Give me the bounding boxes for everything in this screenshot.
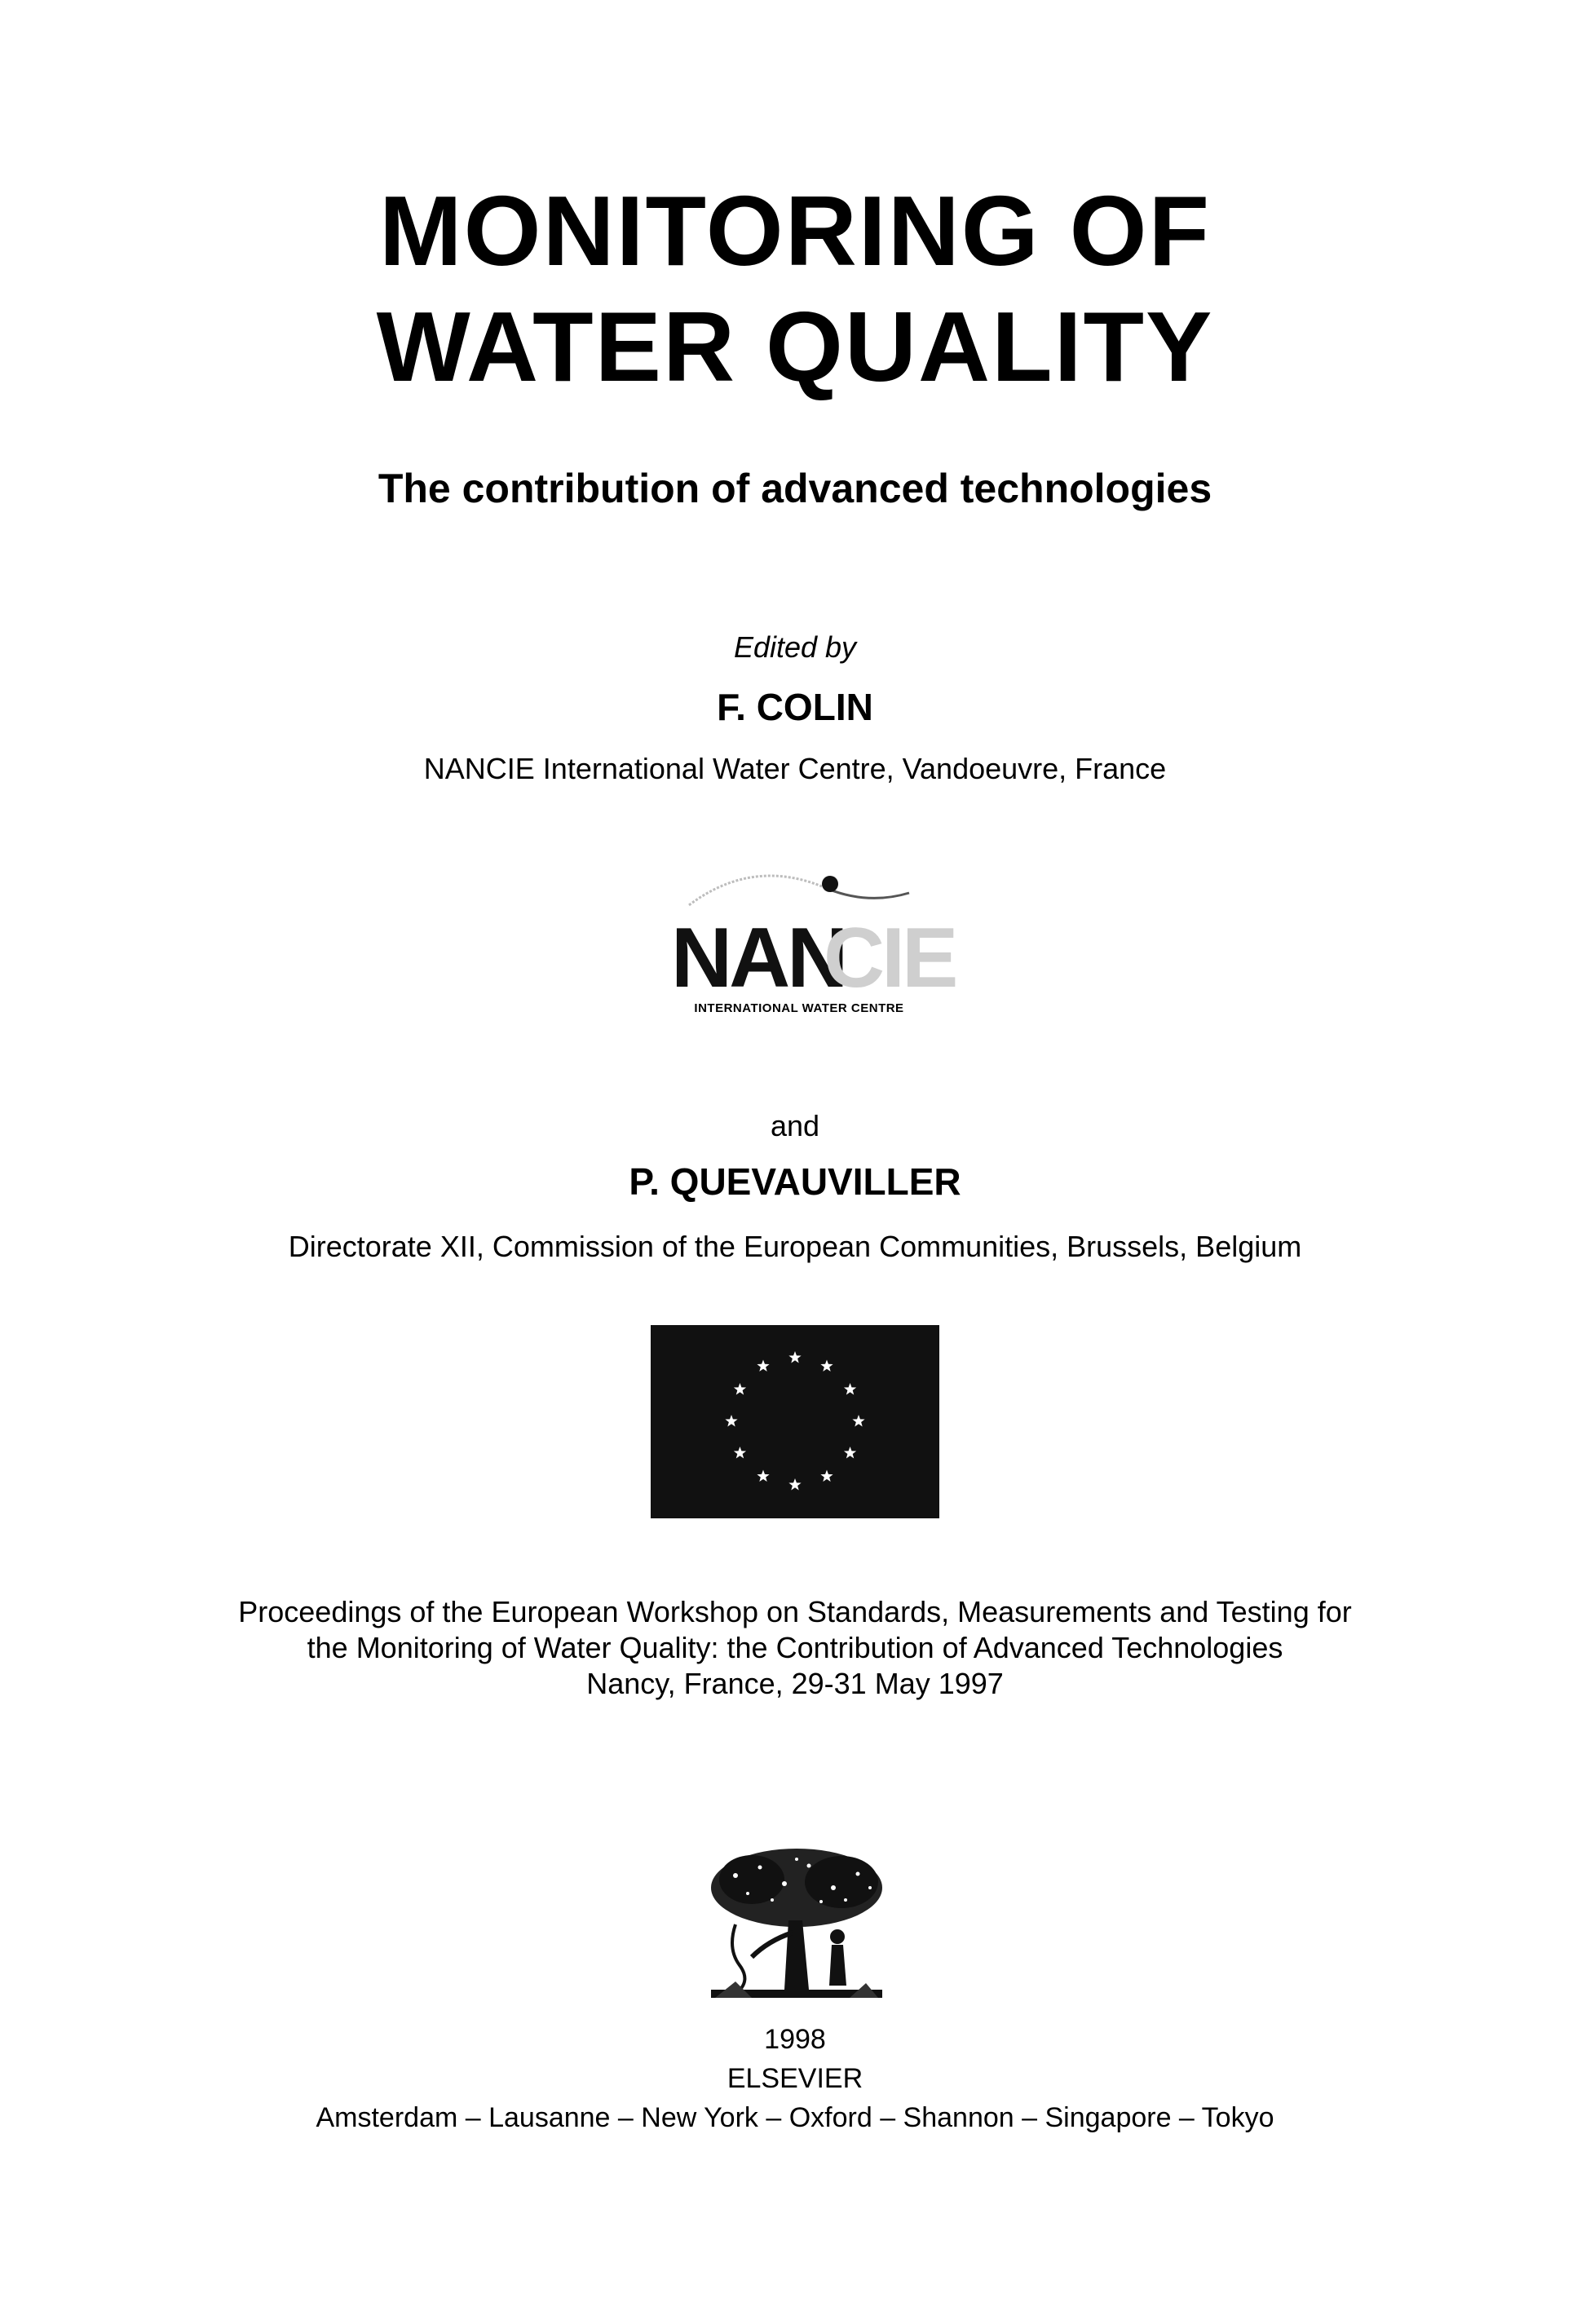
proceedings-line-3: Nancy, France, 29-31 May 1997: [586, 1667, 1004, 1700]
eu-star-icon: [820, 1470, 833, 1482]
title-line-1: MONITORING OF: [378, 175, 1212, 286]
eu-flag: [651, 1325, 939, 1518]
eu-star-icon: [757, 1359, 769, 1371]
eu-star-icon: [788, 1478, 801, 1490]
editor-1-affiliation: NANCIE International Water Centre, Vandoeuvre, France: [423, 752, 1167, 785]
nancie-dot: [822, 876, 838, 892]
eu-star-icon: [734, 1447, 746, 1458]
publisher-cities: Amsterdam – Lausanne – New York – Oxford – Shannon – Singapore – Tokyo: [316, 2102, 1274, 2133]
eu-star-icon: [734, 1383, 746, 1394]
proceedings-line-1: Proceedings of the European Workshop on Standards, Measurements and Testing for: [238, 1595, 1352, 1628]
nancie-swoosh-right: [828, 889, 909, 898]
publication-year: 1998: [764, 2024, 826, 2055]
subtitle: The contribution of advanced technologies: [378, 466, 1212, 511]
eu-star-icon: [757, 1470, 769, 1482]
and-label: and: [770, 1109, 820, 1142]
editor-2-affiliation: Directorate XII, Commission of the European Communities, Brussels, Belgium: [288, 1230, 1302, 1263]
eu-star-icon: [852, 1415, 864, 1426]
nancie-wordmark-light: CIE: [824, 911, 956, 1005]
nancie-tagline: INTERNATIONAL WATER CENTRE: [694, 1001, 904, 1015]
elsevier-tree-logo: [703, 1843, 890, 2014]
editor-2-name: P. QUEVAUVILLER: [629, 1160, 961, 1203]
nancie-logo: [665, 856, 956, 1027]
nancie-wordmark-dark: NAN: [671, 911, 846, 1005]
nancie-swoosh-left: [689, 876, 828, 905]
eu-star-icon: [788, 1351, 801, 1363]
eu-flag-icon: [651, 1325, 939, 1518]
publisher-name: ELSEVIER: [727, 2063, 863, 2094]
elsevier-tree-icon: [703, 1843, 890, 2014]
eu-star-icon: [844, 1447, 856, 1458]
eu-star-icon: [725, 1415, 737, 1426]
eu-star-icon: [820, 1359, 833, 1371]
edited-by-label: Edited by: [733, 630, 857, 664]
proceedings-line-2: the Monitoring of Water Quality: the Contribution of Advanced Technologies: [307, 1631, 1283, 1664]
editor-1-name: F. COLIN: [717, 686, 873, 728]
title-line-2: WATER QUALITY: [376, 291, 1214, 402]
eu-star-icon: [844, 1383, 856, 1394]
